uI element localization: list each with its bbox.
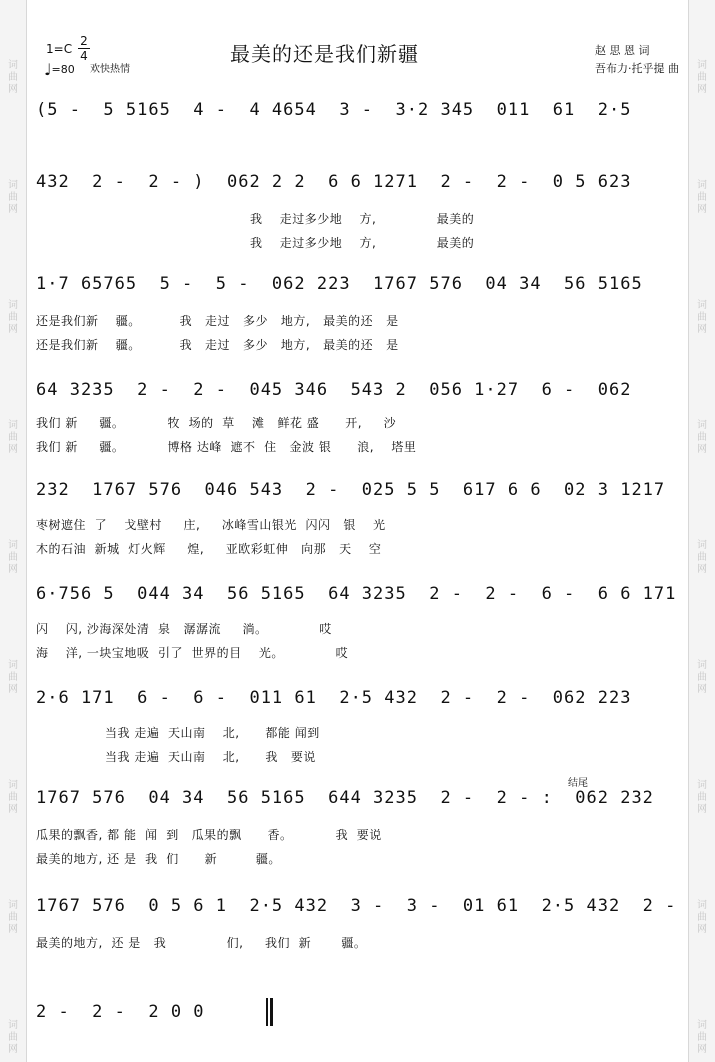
time-signature-top: 2 xyxy=(80,34,88,48)
notation-line xyxy=(36,262,684,306)
watermark-text: 词 曲 网 xyxy=(697,780,707,815)
score-header xyxy=(30,0,690,90)
lyrics-verse-1: 闪 闪, 沙海深处清 泉 潺潺流 淌。 哎 xyxy=(36,622,332,636)
score-system-1 xyxy=(36,88,684,158)
watermark-text: 词 曲 网 xyxy=(8,780,18,815)
jianpu-notes: 1767 576 04 34 56 5165 644 3235 2 - 2 - : 062 232 xyxy=(36,788,654,808)
tempo-value: =80 xyxy=(51,63,75,76)
lyrics-verse-1: 还是我们新 疆。 我 走过 多少 地方, 最美的还 是 xyxy=(36,314,399,328)
lyrics-verse-2: 当我 走遍 天山南 北, 我 要说 xyxy=(36,750,316,764)
watermark-text: 词 曲 网 xyxy=(8,1020,18,1055)
final-barline xyxy=(266,998,268,1026)
notation-line xyxy=(36,676,684,720)
score-system-4 xyxy=(36,368,684,468)
jianpu-notes: 1·7 65765 5 - 5 - 062 223 1767 576 04 34 56 5165 xyxy=(36,274,643,294)
tempo-marking xyxy=(44,60,75,79)
score-system-10 xyxy=(36,990,684,1040)
jianpu-notes: 2 - 2 - 2 0 0 xyxy=(36,1002,205,1022)
jianpu-notes: 2·6 171 6 - 6 - 011 61 2·5 432 2 - 2 - 062 223 xyxy=(36,688,632,708)
jianpu-notes: 432 2 - 2 - ) 062 2 2 6 6 1271 2 - 2 - 0 5 623 xyxy=(36,172,632,192)
jianpu-notes: 1767 576 0 5 6 1 2·5 432 3 - 3 - 01 61 2·5 432 2 - xyxy=(36,896,677,916)
watermark-text: 词 曲 网 xyxy=(697,60,707,95)
watermark-text: 词 曲 网 xyxy=(8,660,18,695)
lyrics-verse-1: 我们 新 疆。 牧 场的 草 滩 鲜花 盛 开, 沙 xyxy=(36,416,397,430)
jianpu-notes: 64 3235 2 - 2 - 045 346 543 2 056 1·27 6 - 062 xyxy=(36,380,632,400)
lyricist: 赵 思 恩 词 xyxy=(595,44,650,57)
score-system-5 xyxy=(36,468,684,568)
time-signature-bottom: 4 xyxy=(80,49,88,63)
lyrics-verse-1: 我 走过多少地 方, 最美的 xyxy=(250,212,475,226)
jianpu-notes: 6·756 5 044 34 56 5165 64 3235 2 - 2 - 6 - 6 6 171 xyxy=(36,584,677,604)
notation-line xyxy=(36,368,684,412)
time-signature xyxy=(78,34,90,63)
watermark-text: 词 曲 网 xyxy=(697,300,707,335)
notation-line xyxy=(36,468,684,512)
watermark-text: 词 曲 网 xyxy=(8,420,18,455)
watermark-text: 词 曲 网 xyxy=(8,60,18,95)
watermark-text: 词 曲 网 xyxy=(697,180,707,215)
song-title: 最美的还是我们新疆 xyxy=(230,42,419,66)
score-system-3 xyxy=(36,262,684,362)
score-system-9 xyxy=(36,884,684,964)
score-system-6 xyxy=(36,572,684,672)
expression-marking: 欢快热情 xyxy=(90,64,130,75)
watermark-text: 词 曲 网 xyxy=(697,900,707,935)
watermark-text: 词 曲 网 xyxy=(8,180,18,215)
lyrics-verse-1: 枣树遮住 了 戈壁村 庄, 冰峰雪山银光 闪闪 银 光 xyxy=(36,518,386,532)
watermark-text: 词 曲 网 xyxy=(697,420,707,455)
lyrics-verse-2: 我们 新 疆。 博格 达峰 遮不 住 金波 银 浪, 塔里 xyxy=(36,440,417,454)
score-system-8 xyxy=(36,776,684,876)
credits xyxy=(595,42,679,78)
watermark-text: 词 曲 网 xyxy=(697,1020,707,1055)
watermark-text: 词 曲 网 xyxy=(8,900,18,935)
watermark-text: 词 曲 网 xyxy=(8,540,18,575)
lyrics-verse-2: 我 走过多少地 方, 最美的 xyxy=(250,236,475,250)
lyrics-verse-1: 瓜果的飘香, 都 能 闻 到 瓜果的飘 香。 我 要说 xyxy=(36,828,382,842)
watermark-text: 词 曲 网 xyxy=(8,300,18,335)
lyrics-verse-1: 最美的地方, 还 是 我 们, 我们 新 疆。 xyxy=(36,936,367,950)
coda-label: 结尾 xyxy=(568,778,588,789)
composer: 吾布力·托乎提 曲 xyxy=(595,62,679,75)
watermark-text: 词 曲 网 xyxy=(697,540,707,575)
jianpu-notes: (5 - 5 5165 4 - 4 4654 3 - 3·2 345 011 61 2·5 xyxy=(36,100,632,120)
notation-line xyxy=(36,884,684,928)
score-system-2 xyxy=(36,160,684,252)
notation-line xyxy=(36,572,684,616)
lyrics-verse-2: 木的石油 新城 灯火辉 煌, 亚欧彩虹伸 向那 天 空 xyxy=(36,542,382,556)
watermark-text: 词 曲 网 xyxy=(697,660,707,695)
score-system-7 xyxy=(36,676,684,776)
lyrics-verse-2: 还是我们新 疆。 我 走过 多少 地方, 最美的还 是 xyxy=(36,338,399,352)
jianpu-notes: 232 1767 576 046 543 2 - 025 5 5 617 6 6 02 3 1217 xyxy=(36,480,666,500)
quarter-note-icon: ♩ xyxy=(44,60,52,79)
lyrics-verse-1: 当我 走遍 天山南 北, 都能 闻到 xyxy=(36,726,320,740)
final-barline-thick xyxy=(270,998,273,1026)
key-signature: 1=C xyxy=(46,42,73,56)
notation-line xyxy=(36,990,684,1034)
notation-line xyxy=(36,160,684,204)
lyrics-verse-2: 海 洋, 一块宝地吸 引了 世界的目 光。 哎 xyxy=(36,646,349,660)
notation-line xyxy=(36,88,684,132)
lyrics-verse-2: 最美的地方, 还 是 我 们 新 疆。 xyxy=(36,852,281,866)
